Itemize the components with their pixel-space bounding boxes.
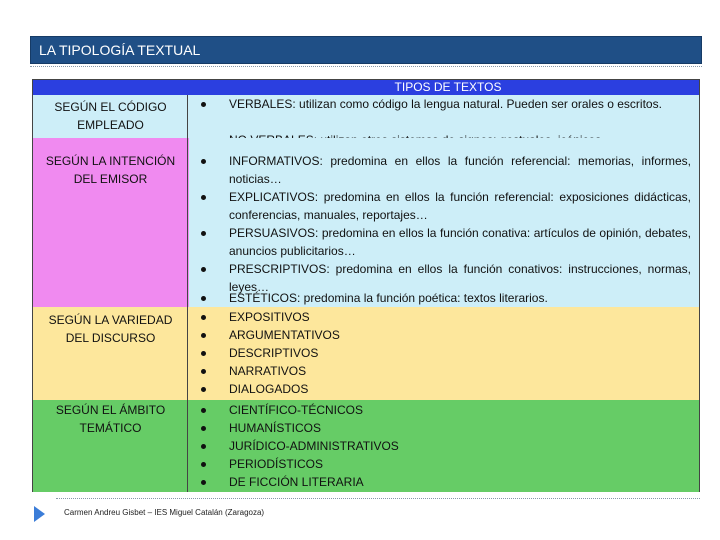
slide-title: LA TIPOLOGÍA TEXTUAL: [30, 36, 702, 64]
bullet-icon: [201, 408, 206, 413]
bullet-icon: [201, 231, 206, 236]
footer-divider: [56, 498, 700, 499]
bullet-icon: [201, 444, 206, 449]
bullet-icon: [201, 296, 206, 301]
section-items: EXPOSITIVOS ARGUMENTATIVOS DESCRIPTIVOS NARRATIVOS DIALOGADOS: [189, 307, 699, 400]
table-header: [33, 80, 699, 95]
section-label: [33, 95, 188, 138]
typology-table: [32, 79, 700, 492]
bullet-icon: [201, 195, 206, 200]
section-ambito: [33, 400, 699, 492]
section-intencion: [33, 138, 699, 307]
section-label-text: SEGÚN LA INTENCIÓN DEL EMISOR: [45, 154, 176, 186]
section-items: VERBALES: utilizan como código la lengua natural. Pueden ser orales o escritos.: [189, 95, 699, 138]
section-items: CIENTÍFICO-TÉCNICOS HUMANÍSTICOS JURÍDICO-ADMINISTRATIVOS PERIODÍSTICOS DE FICCIÓN LITERARIA: [189, 400, 699, 492]
table-header-label: TIPOS DE TEXTOS: [394, 80, 502, 94]
bullet-icon: [201, 315, 206, 320]
bullet-icon: [201, 159, 206, 164]
section-items: INFORMATIVOS: predomina en ellos la función referencial: memorias, informes, noticias… EXPLICATIVOS: predomina en ellos la función referencial: exposiciones didácticas, conferencias, manuales, reportajes… PERSUASIVOS: predomina en ellos la función conativa: artículos de opinión, debates, anuncios publicitarios… PRESCRIPTIVOS: predomina en ellos la función conativos: instrucciones, normas, leyes… ESTÉTICOS: predomina la función poética: textos literarios.: [189, 138, 699, 307]
bullet-icon: [201, 369, 206, 374]
title-divider: [30, 66, 702, 67]
section-label-text: SEGÚN LA VARIEDAD DEL DISCURSO: [48, 313, 173, 345]
bullet-icon: [201, 351, 206, 356]
play-arrow-icon: [34, 506, 45, 522]
section-variedad: [33, 307, 699, 400]
footer-credit: Carmen Andreu Gisbet – IES Miguel Catalán (Zaragoza): [64, 508, 265, 517]
bullet-icon: [201, 426, 206, 431]
bullet-icon: [201, 387, 206, 392]
bullet-icon: [201, 267, 206, 272]
section-codigo: [33, 95, 699, 138]
bullet-icon: [201, 102, 206, 107]
section-label-text: SEGÚN EL CÓDIGO EMPLEADO: [54, 100, 167, 132]
section-label: [33, 400, 188, 492]
section-label: [33, 138, 188, 307]
section-label: [33, 307, 188, 400]
section-label-text: SEGÚN EL ÁMBITO TEMÁTICO: [55, 403, 166, 435]
bullet-icon: [201, 480, 206, 485]
bullet-icon: [201, 462, 206, 467]
bullet-icon: [201, 333, 206, 338]
